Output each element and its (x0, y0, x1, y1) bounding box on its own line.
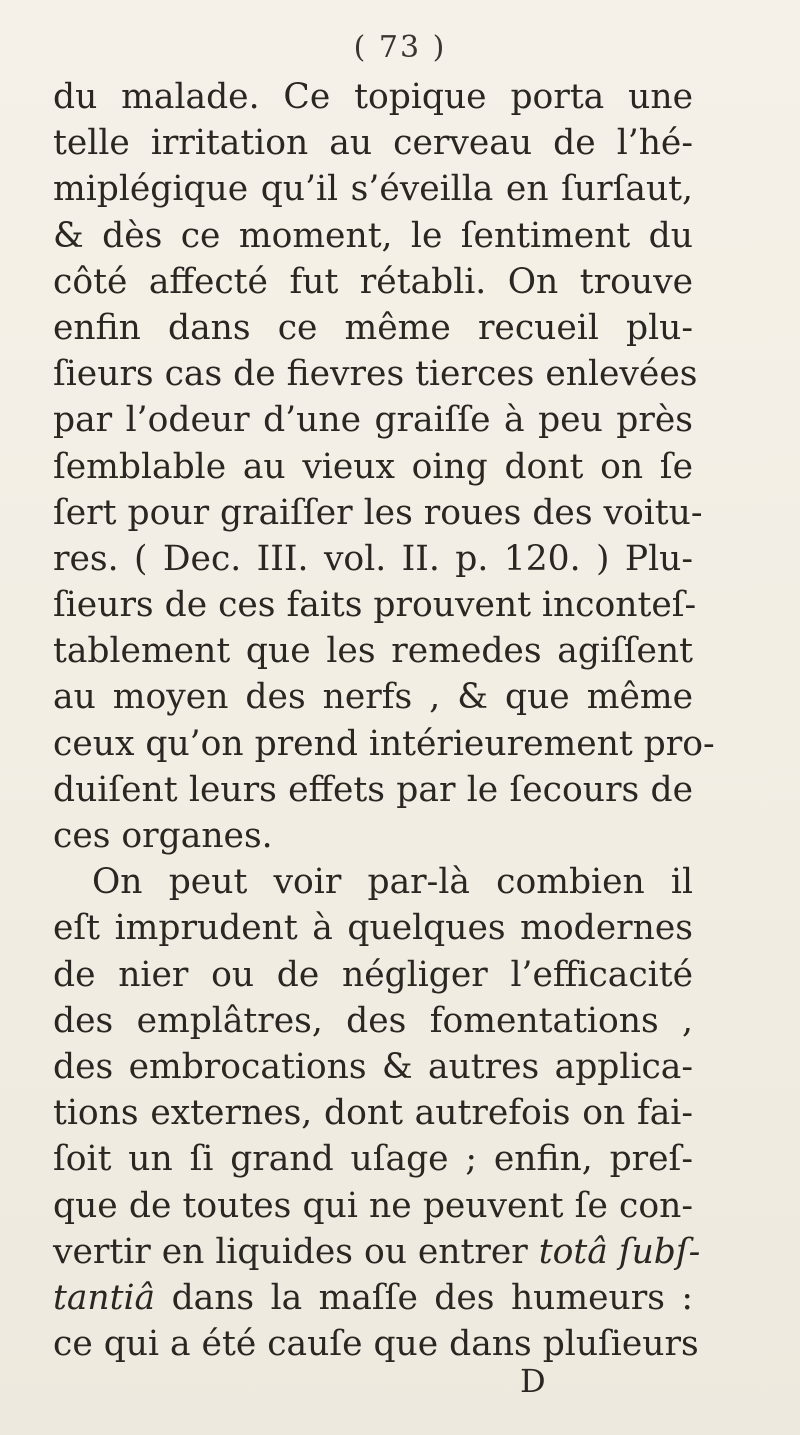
text-line: de nier ou de négliger l’efficacité (53, 954, 693, 995)
text-line: ceux qu’on prend intérieurement pro- (53, 723, 715, 764)
catchword: D (520, 1362, 546, 1400)
body-text (53, 74, 715, 1367)
text-line: tablement que les remedes agiſſent (53, 631, 693, 672)
text-line: duiſent leurs effets par le ſecours de (53, 769, 693, 810)
text-line: du malade. Ce topique porta une (53, 77, 693, 117)
text-line: ce qui a été cauſe que dans pluſieurs (53, 1324, 699, 1365)
text-line: ſemblable au vieux oing dont on ſe (53, 446, 693, 487)
text-line: enfin dans ce même recueil plu- (53, 307, 693, 348)
italic-latin-phrase: totâ ſubſ- (538, 1231, 701, 1272)
text-line: ſieurs cas de fievres tierces enlevées (53, 354, 698, 395)
page-number: ( 73 ) (353, 30, 447, 65)
text-line-with-italic: vertir en liquides ou entrer totâ ſubſ- (53, 1231, 701, 1272)
text-line: ſert pour graiſſer les roues des voitu- (53, 492, 703, 533)
text-line: res. ( Dec. III. vol. II. p. 120. ) Plu- (53, 538, 693, 579)
text-line: ces organes. (53, 816, 273, 856)
text-line: au moyen des nerfs , & que même (53, 677, 693, 718)
paragraph-start-line: On peut voir par-là combien il (92, 862, 693, 903)
text-line: tions externes, dont autrefois on fai- (53, 1093, 693, 1134)
text-line: eſt imprudent à quelques modernes (53, 908, 693, 949)
text-line: ſieurs de ces faits prouvent inconteſ- (53, 585, 697, 626)
text-line-with-italic: tantiâ dans la maſſe des humeurs : (53, 1277, 693, 1318)
text-line: miplégique qu’il s’éveilla en ſurſaut, (53, 169, 693, 210)
text-line: ſoit un ſi grand uſage ; enfin, preſ- (53, 1139, 693, 1180)
italic-latin-phrase: tantiâ (53, 1277, 156, 1318)
text-line: côté affecté fut rétabli. On trouve (53, 261, 693, 302)
text-line: par l’odeur d’une graiſſe à peu près (53, 400, 693, 441)
text-line: & dès ce moment, le ſentiment du (53, 215, 693, 256)
text-line: des embrocations & autres applica- (53, 1046, 693, 1087)
text-line: des emplâtres, des fomentations , (53, 1000, 693, 1041)
text-line: telle irritation au cerveau de l’hé- (53, 123, 693, 164)
text-line: que de toutes qui ne peuvent ſe con- (53, 1185, 693, 1226)
